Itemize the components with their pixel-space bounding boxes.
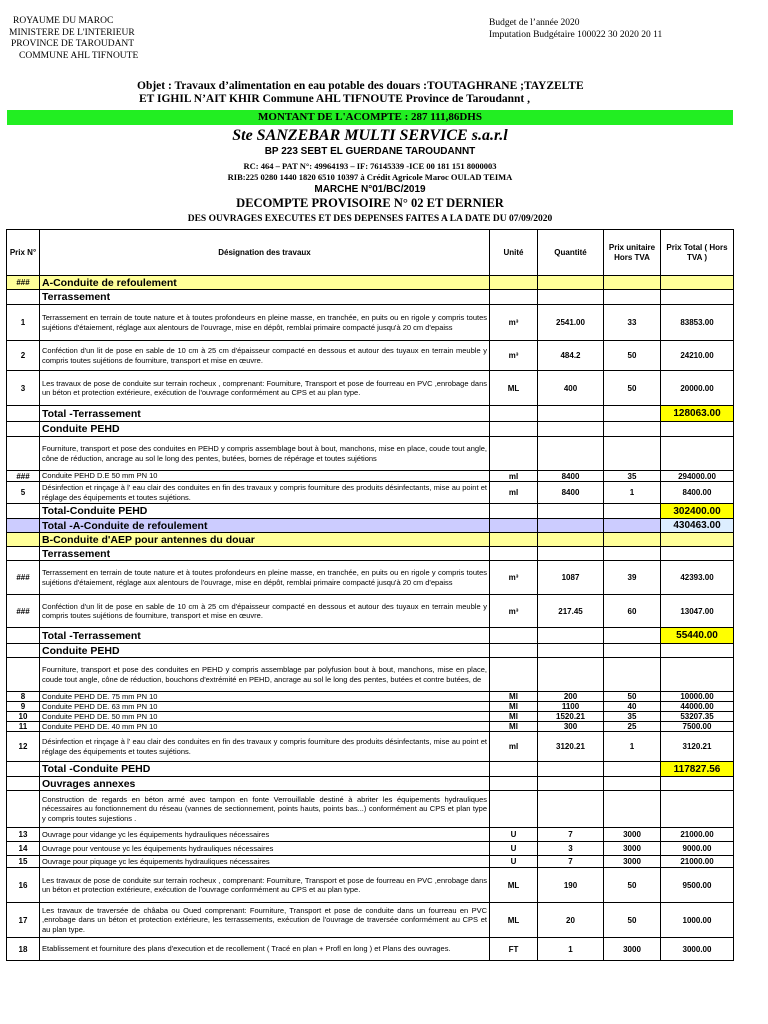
table-row: 14 Ouvrage pour ventouse yc les équipements hydrauliques nécessaires U 3 3000 9000.00 bbox=[7, 842, 734, 856]
company-rib: RIB:225 0280 1440 1820 6510 10397 à Crédit Agricole Maroc OULAD TEIMA bbox=[227, 172, 513, 182]
table-row: Fourniture, transport et pose des conduites en PEHD y compris assemblage bout à bout, manchons, mise en place, coude tout angle, cône de réduction, ancrage au sol le long des pentes, butées, bornes de répérage et toutes sujétions bbox=[7, 437, 734, 471]
company-name: Ste SANZEBAR MULTI SERVICE s.a.r.l bbox=[232, 127, 508, 144]
section-b-row bbox=[7, 533, 734, 547]
subsection-row: Conduite PEHD bbox=[7, 422, 734, 437]
table-row: 13 Ouvrage pour vidange yc les équipements hydrauliques nécessaires U 7 3000 21000.00 bbox=[7, 828, 734, 842]
col-prix-total: Prix Total ( Hors TVA ) bbox=[661, 230, 734, 276]
table-row: 3 Les travaux de pose de conduite sur terrain rocheux , comprenant: Fourniture, Transport et pose de fourreau en PVC ,enrobage dans un béton et protection extérieure, exécution de l'ouvrage conformément au CPS et au plan type. ML 400 50 20000.00 bbox=[7, 371, 734, 406]
table-row: 18 Etablissement et fourniture des plans d'execution et de recollement ( Tracé en plan + Profl en long ) et Plans des ouvrages. FT 1 3000 3000.00 bbox=[7, 938, 734, 961]
table-row: 16 Les travaux de pose de conduite sur terrain rocheux , comprenant: Fourniture, Transport et pose de fourreau en PVC ,enrobage dans un béton et protection extérieure, exécution de l'ouvrage conformément au CPS et au plan type. ML 190 50 9500.00 bbox=[7, 868, 734, 903]
subsection-row: Ouvrages annexes bbox=[7, 777, 734, 791]
table-row: 17 Les travaux de traversée de châaba ou Oued comprenant: Fourniture, Transport et pose de conduite dans un fourreau en PVC ,enrobage dans un béton et protection extérieure, les terrassements, exécution de l'ouvrage de traversée conformément au CPS et au plan type. ML 20 50 1000.00 bbox=[7, 903, 734, 938]
table-row: 5 Désinfection et rinçage à l' eau clair des conduites en fin des travaux y compris fourniture des produits désinfectants, mise au point et réglage des équipements et toutes sujétions. ml 8400 1 8400.00 bbox=[7, 482, 734, 504]
header-budget: Budget de l’année 2020 bbox=[489, 18, 580, 28]
table-row: ### Terrassement en terrain de toute nature et à toutes profondeurs en pleine masse, en tranchée, en puits ou en rigole y compris toutes sujétions d'étaiement, réglage aux alentours de l'ouvrage, mise en dépôt, remblai primaire compacté jusqu'à 20 cm d'epaiss m³ 1087 39 42393.00 bbox=[7, 561, 734, 595]
col-prix-unitaire: Prix unitaire Hors TVA bbox=[604, 230, 661, 276]
table-row: 11 Conduite PEHD DE. 40 mm PN 10 Ml 300 25 7500.00 bbox=[7, 722, 734, 732]
objet-line-1: Objet : Travaux d’alimentation en eau potable des douars :TOUTAGHRANE ;TAYZELTE bbox=[137, 80, 584, 92]
table-row: 9 Conduite PEHD DE. 63 mm PN 10 Ml 1100 40 44000.00 bbox=[7, 702, 734, 712]
objet-block bbox=[137, 80, 584, 106]
table-row: ### Conféction d'un lit de pose en sable de 10 cm à 25 cm d'épaisseur compacté en dessous et autour des tuyaux en terrain meuble y compris toutes sujétions de fourniture, transport et mise en œuvre. m³ 217.45 60 13047.00 bbox=[7, 595, 734, 628]
objet-line-2: ET IGHIL N’AIT KHIR Commune AHL TIFNOUTE Province de Taroudannt , bbox=[139, 93, 530, 105]
table-row: Construction de regards en béton armé avec tampon en fonte Verrouillable destiné à abriter les équipements hydrauliques nécessaires au fonctionnement du réseau (vannes de sectionnement, points hauts, points bas...) conformément au CPS et plan type y compris toutes sujestions . bbox=[7, 791, 734, 828]
col-designation: Désignation des travaux bbox=[40, 230, 490, 276]
company-bp: BP 223 SEBT EL GUERDANE TAROUDANNT bbox=[264, 146, 476, 157]
col-quantite: Quantité bbox=[538, 230, 604, 276]
col-unite: Unité bbox=[490, 230, 538, 276]
total-row: Total -Terrassement 128063.00 bbox=[7, 406, 734, 422]
decompte-title: DECOMPTE PROVISOIRE N° 02 ET DERNIER bbox=[236, 196, 504, 210]
ouvrages-title: DES OUVRAGES EXECUTES ET DES DEPENSES FAITES A LA DATE DU 07/09/2020 bbox=[187, 214, 553, 224]
decompte-table bbox=[6, 229, 734, 961]
table-row: 15 Ouvrage pour piquage yc les équipements hydrauliques nécessaires U 7 3000 21000.00 bbox=[7, 856, 734, 868]
section-a-no: ### bbox=[7, 276, 40, 290]
table-row: 8 Conduite PEHD DE. 75 mm PN 10 Ml 200 50 10000.00 bbox=[7, 692, 734, 702]
total-row: Total-Conduite PEHD 302400.00 bbox=[7, 504, 734, 519]
header-kingdom: ROYAUME DU MAROC bbox=[13, 16, 114, 26]
subsection-row bbox=[7, 290, 734, 305]
table-row: 2 Conféction d'un lit de pose en sable de 10 cm à 25 cm d'épaisseur compacté en dessous et autour des tuyaux en terrain meuble y compris toutes sujétions de fourniture, transport et mise en œuvre. m³ 484.2 50 24210.00 bbox=[7, 341, 734, 371]
header-ministry: MINISTERE DE L'INTERIEUR bbox=[9, 27, 135, 38]
table-row: 10 Conduite PEHD DE. 50 mm PN 10 Ml 1520.21 35 53207.35 bbox=[7, 712, 734, 722]
section-b-title: B-Conduite d'AEP pour antennes du douar bbox=[40, 533, 490, 547]
table-header-row bbox=[7, 230, 734, 276]
table-row: 1 Terrassement en terrain de toute nature et à toutes profondeurs en pleine masse, en tranchée, en puits ou en rigole y compris toutes sujétions d'étaiement, réglage aux alentours de l'ouvrage, mise en dépôt, remblai primaire compacté jusqu'à 20 cm d'epaiss m³ 2541.00 33 83853.00 bbox=[7, 305, 734, 341]
header-right bbox=[489, 18, 662, 41]
header-imputation: Imputation Budgétaire 100022 30 2020 20 11 bbox=[489, 29, 663, 40]
col-prix-no: Prix N° bbox=[7, 230, 40, 276]
acompte-banner: MONTANT DE L'ACOMPTE : 287 111,86DHS bbox=[7, 110, 733, 125]
table-row: 12 Désinfection et rinçage à l' eau clair des conduites en fin des travaux y compris fourniture des produits désinfectants, mise au point et réglage des équipements et toutes sujétions. ml 3120.21 1 3120.21 bbox=[7, 732, 734, 762]
header-province: PROVINCE DE TAROUDANT bbox=[11, 39, 135, 49]
company-rc: RC: 464 – PAT N°: 49964193 – IF: 76145339 -ICE 00 181 151 8000003 bbox=[243, 161, 497, 171]
section-a-title: A-Conduite de refoulement bbox=[40, 276, 490, 290]
total-row: Total -Terrassement 55440.00 bbox=[7, 628, 734, 644]
subsection-row: Conduite PEHD bbox=[7, 644, 734, 658]
table-row: ### Conduite PEHD D.E 50 mm PN 10 ml 8400 35 294000.00 bbox=[7, 471, 734, 482]
header-commune: COMMUNE AHL TIFNOUTE bbox=[19, 50, 139, 61]
total-section-a-row: Total -A-Conduite de refoulement 430463.00 bbox=[7, 519, 734, 533]
header-left bbox=[9, 16, 138, 62]
table-row: Fourniture, transport et pose des conduites en PEHD y compris assemblage par polyfusion bout à bout, manchons, mise en place, coude tout angle, cône de réduction, bouchons d'extrémité en PEHD, ancrage au sol le long des pentes, butées et contre butées, de bbox=[7, 658, 734, 692]
total-row: Total -Conduite PEHD 117827.56 bbox=[7, 762, 734, 777]
subsection-row: Terrassement bbox=[7, 547, 734, 561]
subsection-title: Terrassement bbox=[40, 290, 490, 305]
section-a-row bbox=[7, 276, 734, 290]
marche-number: MARCHE N°01/BC/2019 bbox=[314, 184, 426, 195]
